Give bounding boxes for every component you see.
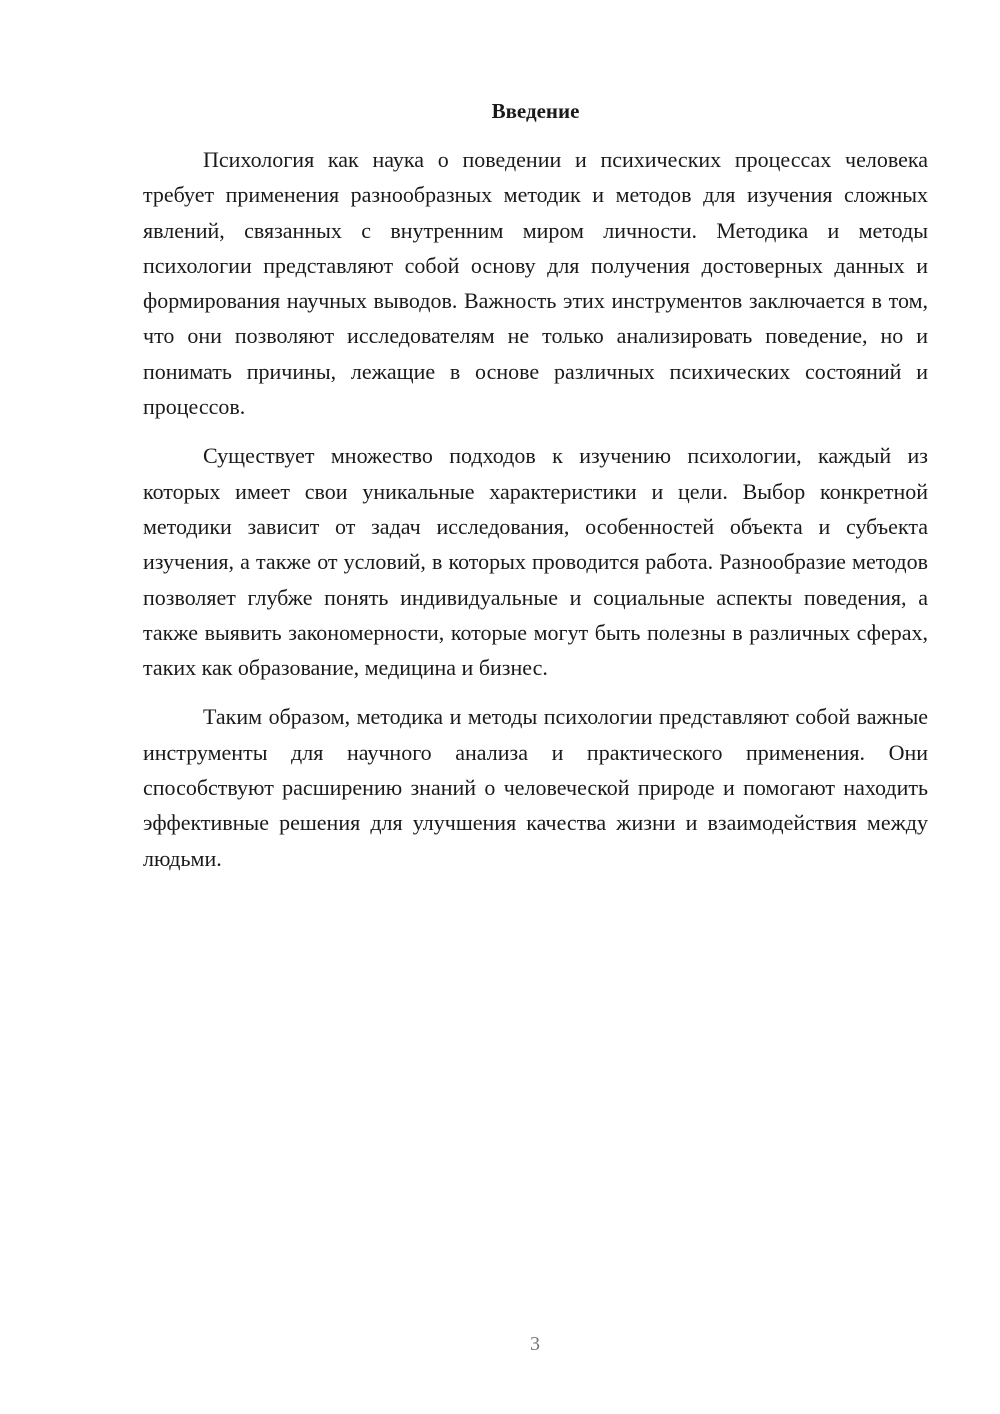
document-body	[143, 142, 928, 890]
page-title: Введение	[491, 99, 580, 123]
paragraph-1: Психология как наука о поведении и психических процессах человека требует применения разнообразных методик и методов для изучения сложных явлений, связанных с внутренним миром личности. Методика и методы психологии представляют собой основу для получения достоверных данных и формирования научных выводов. Важность этих инструментов заключается в том, что они позволяют исследователям не только анализировать поведение, но и понимать причины, лежащие в основе различных психических состояний и процессов.	[143, 147, 928, 420]
paragraph-3: Таким образом, методика и методы психологии представляют собой важные инструменты для научного анализа и практического применения. Они способствуют расширению знаний о человеческой природе и помогают находить эффективные решения для улучшения качества жизни и взаимодействия между людьми.	[143, 704, 928, 871]
paragraph-2: Существует множество подходов к изучению психологии, каждый из которых имеет свои уникальные характеристики и цели. Выбор конкретной методики зависит от задач исследования, особенностей объекта и субъекта изучения, а также от условий, в которых проводится работа. Разнообразие методов позволяет глубже понять индивидуальные и социальные аспекты поведения, а также выявить закономерности, которые могут быть полезны в различных сферах, таких как образование, медицина и бизнес.	[143, 443, 928, 681]
page-number: 3	[530, 1333, 540, 1355]
